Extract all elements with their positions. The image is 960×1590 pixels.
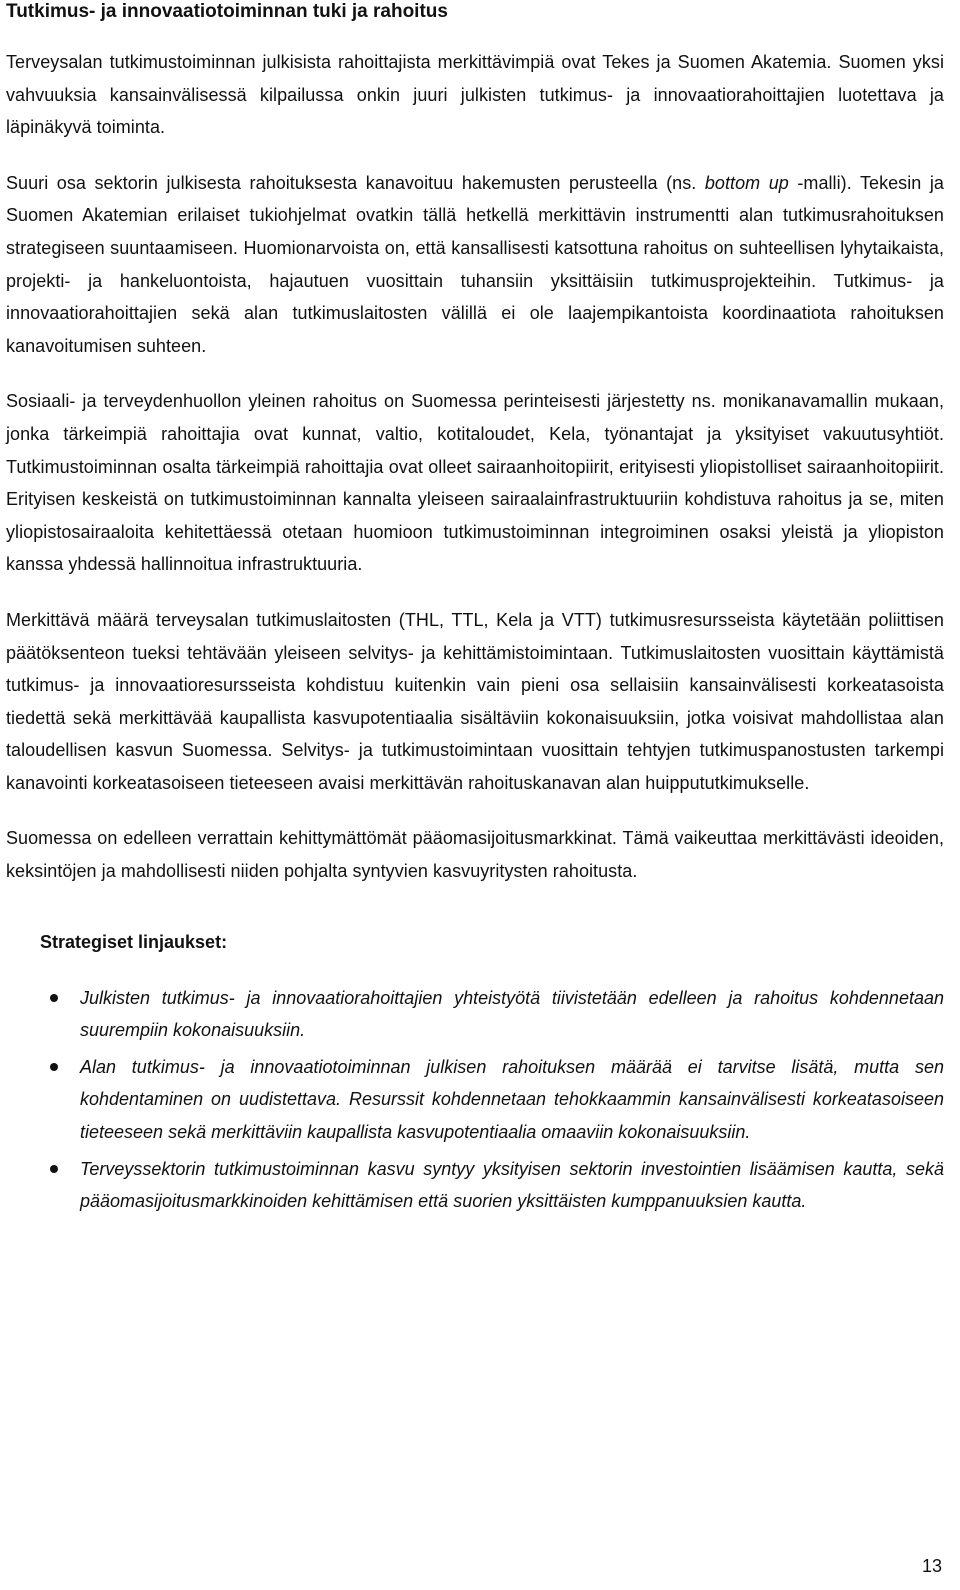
list-item-text: Julkisten tutkimus- ja innovaatiorahoittajien yhteistyötä tiivistetään edelleen ja rahoitus kohdennetaan suurempiin kokonaisuuksiin. [80,987,944,1041]
paragraph-text: -malli). Tekesin ja Suomen Akatemian erilaiset tukiohjelmat ovatkin tällä hetkellä merkittävin instrumentti alan tutkimusrahoituksen strategiseen suuntaamiseen. Huomionarvoista on, että kansallisesti katsottuna rahoitus on suhteellisen lyhytaikaista, projekti- ja hankeluontoista, hajautuen vuosittain tuhansiin yksittäisiin tutkimusprojekteihin. Tutkimus- ja innovaatiorahoittajien sekä alan tutkimuslaitosten välillä ei ole laajempikantoista koordinaatiota rahoituksen kanavoitumisen suhteen. [6,172,944,356]
list-item-text: Terveyssektorin tutkimustoiminnan kasvu syntyy yksityisen sektorin investointien lisäämisen kautta, sekä pääomasijoitusmarkkinoiden kehittämisen että suorien yksittäisten kumppanuuksien kautta. [80,1158,944,1212]
paragraph-text: Suuri osa sektorin julkisesta rahoituksesta kanavoituu hakemusten perusteella (ns. [6,172,705,193]
strategy-bullet-list [6,982,944,1218]
paragraph-capital-markets: Suomessa on edelleen verrattain kehittymättömät pääomasijoitusmarkkinat. Tämä vaikeuttaa merkittävästi ideoiden, keksintöjen ja mahdollisesti niiden pohjalta syntyvien kasvuyritysten rahoitusta. [6,828,944,882]
document-page [6,0,944,1222]
paragraph-public-funders: Terveysalan tutkimustoiminnan julkisista rahoittajista merkittävimpiä ovat Tekes ja Suomen Akatemia. Suomen yksi vahvuuksia kansainvälisessä kilpailussa onkin juuri julkisten tutkimus- ja innovaatiorahoittajien luotettava ja läpinäkyvä toiminta. [6,52,944,138]
bullet-icon [50,1165,58,1173]
list-item [6,1051,944,1149]
list-item [6,982,944,1047]
paragraph-multichannel-funding: Sosiaali- ja terveydenhuollon yleinen rahoitus on Suomessa perinteisesti järjestetty ns. monikanavamallin mukaan, jonka tärkeimpiä rahoittajia ovat kunnat, valtio, kotitaloudet, Kela, työnantajat ja yksityiset vakuutusyhtiöt. Tutkimustoiminnan osalta tärkeimpiä rahoittajia ovat olleet sairaanhoitopiirit, erityisesti yliopistolliset sairaanhoitopiirit. Erityisen keskeistä on tutkimustoiminnan kannalta yleiseen sairaalainfrastruktuuriin kohdistuva rahoitus ja se, miten yliopistosairaaloita kehitettäessä otetaan huomioon tutkimustoiminnan integroiminen osaksi yleistä ja yliopiston kanssa yhdessä hallinnoitua infrastruktuuria. [6,391,944,575]
paragraph-bottom-up-funding [6,167,944,363]
bullet-icon [50,994,58,1002]
strategy-heading: Strategiset linjaukset: [40,931,228,952]
paragraph-research-institutes: Merkittävä määrä terveysalan tutkimuslaitosten (THL, TTL, Kela ja VTT) tutkimusresursseista käytetään poliittisen päätöksenteon tueksi tehtävään yleiseen selvitys- ja kehittämistoimintaan. Tutkimuslaitosten vuosittain käyttämistä tutkimus- ja innovaatioresursseista kohdistuu kuitenkin vain pieni osa sellaisiin kansainvälisesti korkeatasoista tiedettä sekä merkittävää kaupallista kasvupotentiaalia sisältäviin kokonaisuuksiin, jotka voisivat mahdollistaa alan taloudellisen kasvun Suomessa. Selvitys- ja tutkimustoimintaan vuosittain tehtyjen tutkimuspanostusten tarkempi kanavointi korkeatasoiseen tieteeseen avaisi merkittävän rahoituskanavan alan huippututkimukselle. [6,609,944,793]
bullet-icon [50,1063,58,1071]
list-item [6,1153,944,1218]
section-heading: Tutkimus- ja innovaatiotoiminnan tuki ja rahoitus [6,1,448,22]
page-number: 13 [921,1556,942,1576]
italic-term: bottom up [704,172,789,193]
list-item-text: Alan tutkimus- ja innovaatiotoiminnan julkisen rahoituksen määrää ei tarvitse lisätä, mutta sen kohdentaminen on uudistettava. Resurssit kohdennetaan tehokkaammin kansainvälisesti korkeatasoiseen tieteeseen sekä merkittäviin kaupallista kasvupotentiaalia omaaviin kokonaisuuksiin. [80,1056,944,1143]
